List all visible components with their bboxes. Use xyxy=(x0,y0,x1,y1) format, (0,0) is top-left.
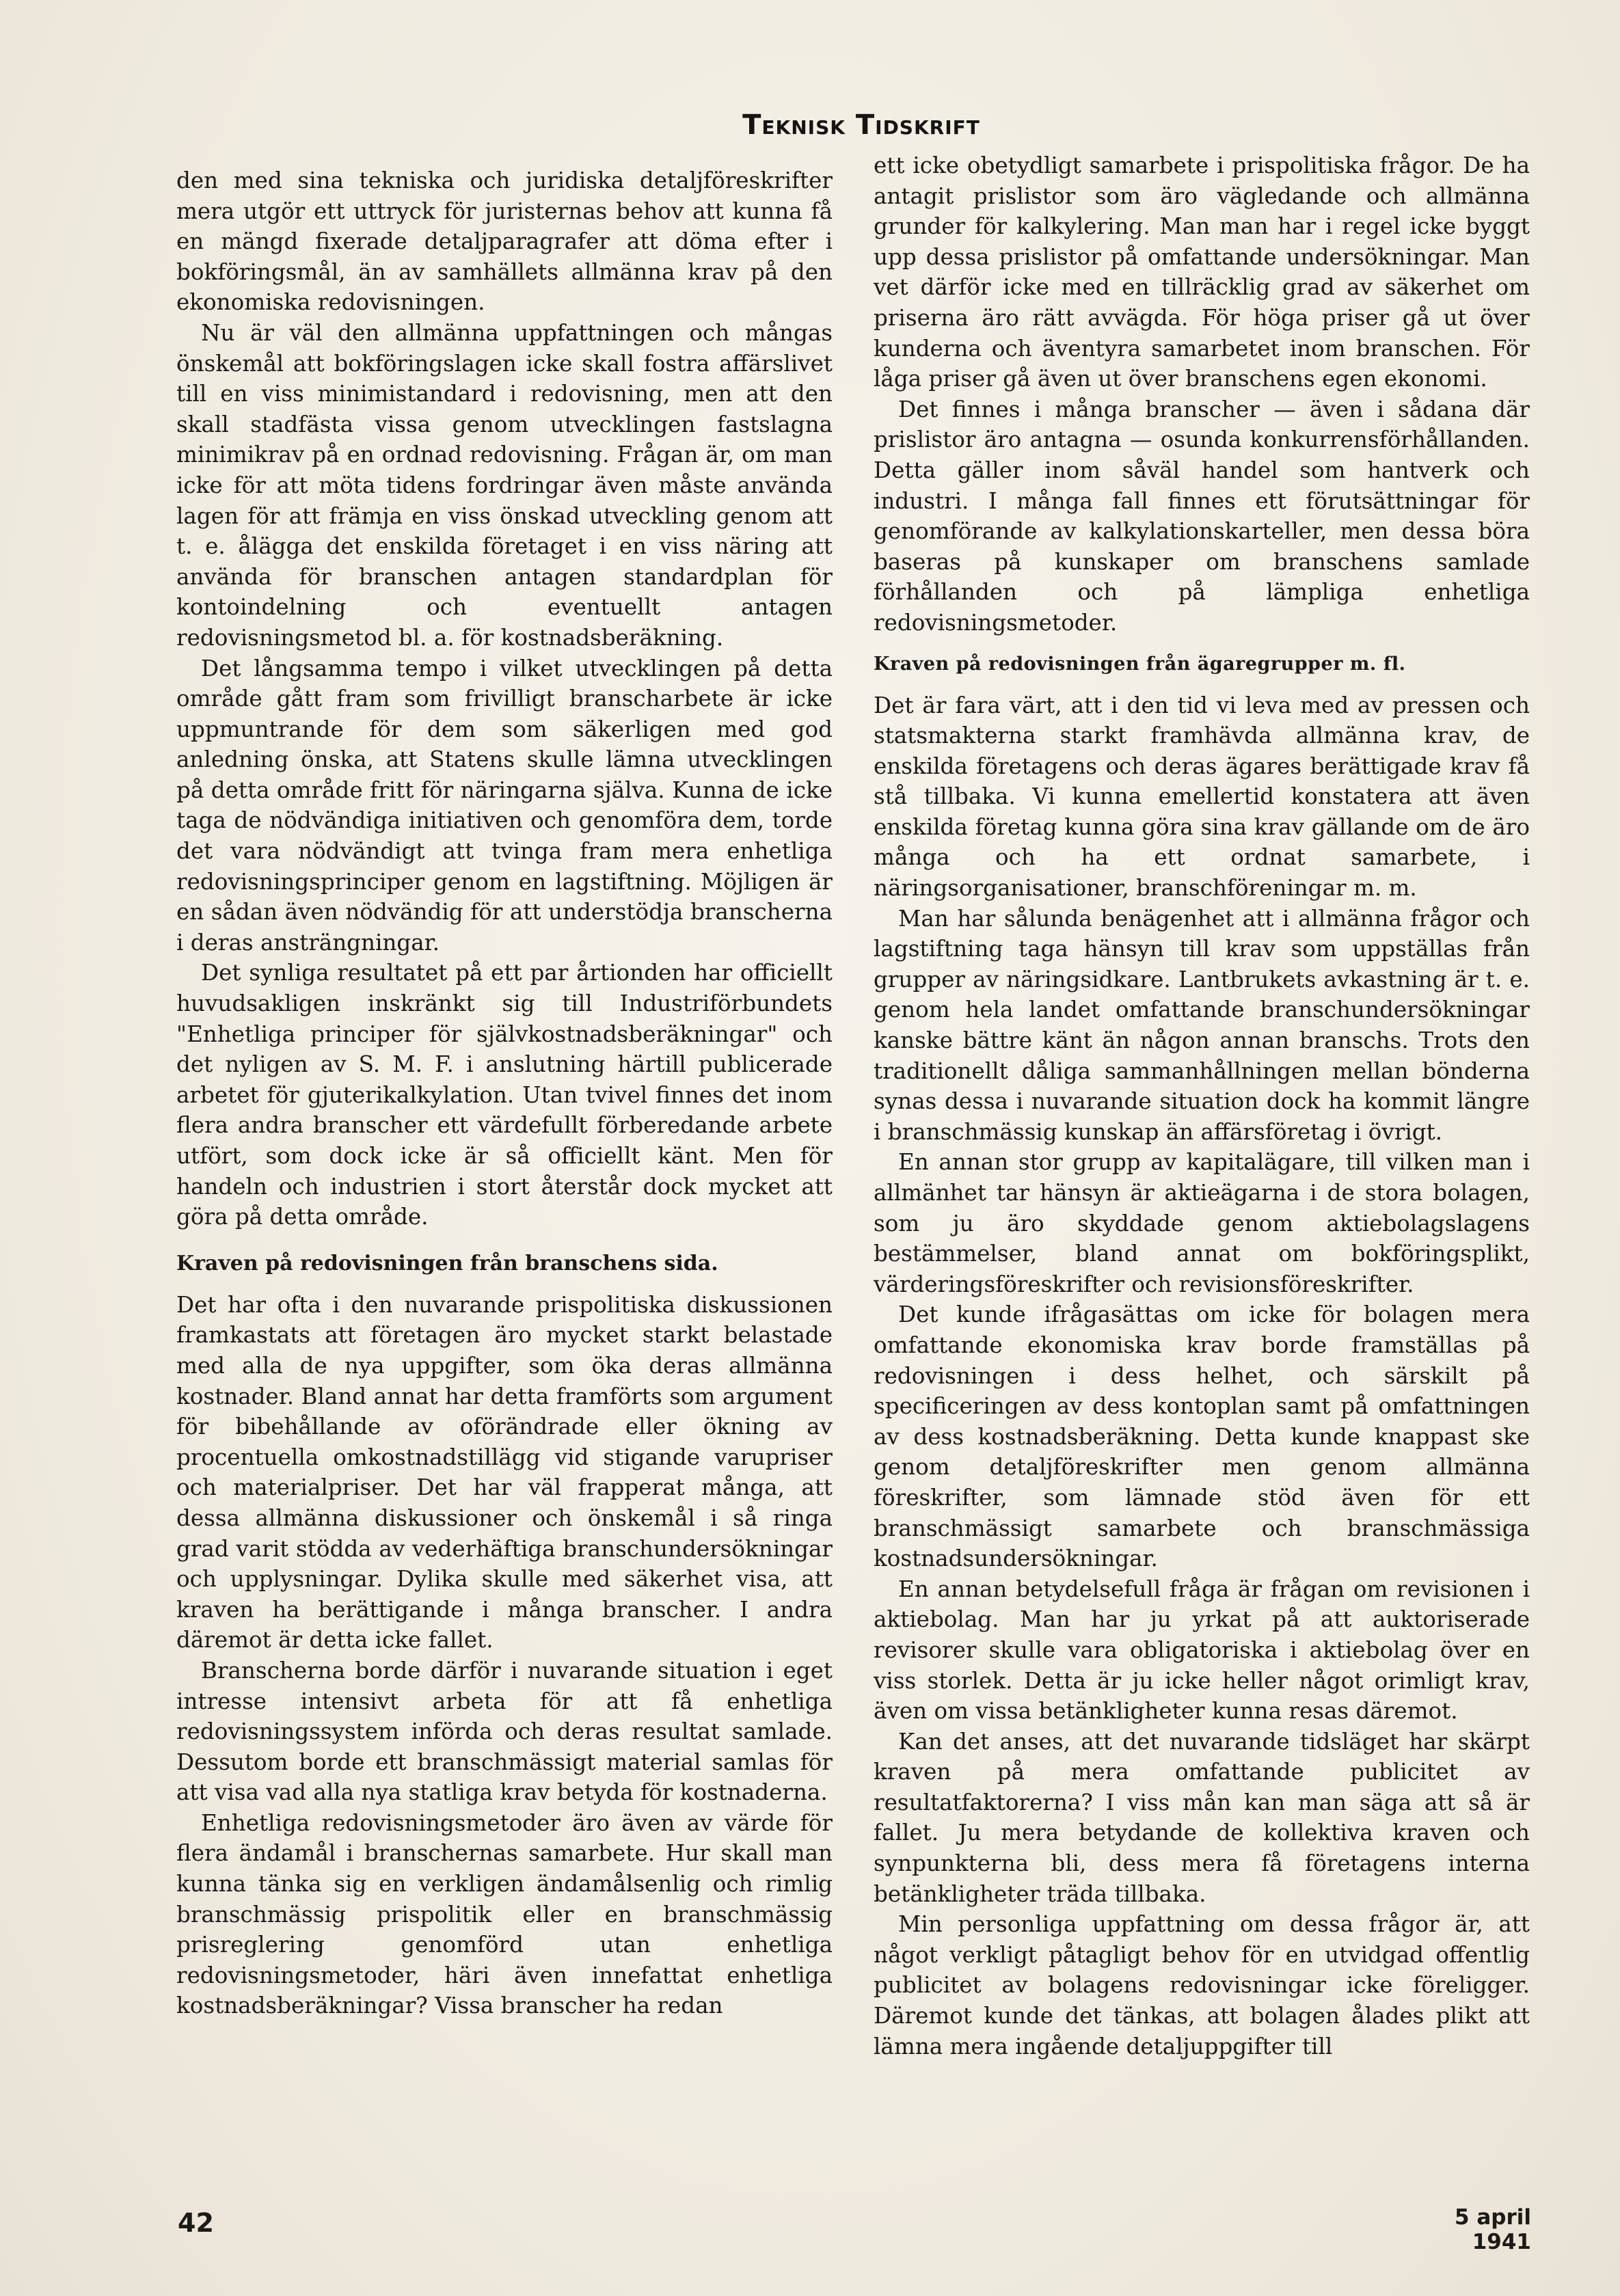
journal-masthead: Teknisk Tidskrift xyxy=(742,109,980,141)
issue-date: 5 april 1941 xyxy=(1454,2205,1531,2254)
paragraph: Min personliga uppfattning om dessa frågor är, att något verkligt påtagligt behov för en utvidgad offentlig publicitet av bolagens redovisningar icke föreligger. Däremot kunde det tänkas, att bolagen ålades plikt att lämna mera ingående detaljuppgifter till xyxy=(874,1911,1530,2059)
left-column xyxy=(176,165,833,2021)
section-heading: Kraven på redovisningen från ägaregrupper m. fl. xyxy=(874,653,1406,675)
paragraph: Det synliga resultatet på ett par årtionden har officiellt huvudsakligen inskränkt sig till Industriförbundets "Enhetliga principer för självkostnadsberäkningar" och det nyligen av S. M. F. i anslutning härtill publicerade arbetet för gjuterikalkylation. Utan tvivel finnes det inom flera andra branscher ett värdefullt förberedande arbete utfört, som dock icke är så officiellt känt. Men för handeln och industrien i stort återstår dock mycket att göra på detta område. xyxy=(176,960,833,1230)
paragraph: Det kunde ifrågasättas om icke för bolagen mera omfattande ekonomiska krav borde framställas på redovisningen i dess helhet, och särskilt på specificeringen av dess kontoplan samt på omfattningen av dess kostnadsberäkning. Detta kunde knappast ske genom detaljföreskrifter men genom allmänna föreskrifter, som lämnade stöd även för ett branschmässigt samarbete och branschmässiga kostnadsundersökningar. xyxy=(874,1301,1530,1572)
paragraph: Enhetliga redovisningsmetoder äro även av värde för flera ändamål i branschernas samarbete. Hur skall man kunna tänka sig en verkligen ändamålsenlig och rimlig branschmässig prispolitik eller en branschmässig prisreglering genomförd utan enhetliga redovisningsmetoder, häri även innefattat enhetliga kostnadsberäkningar? Vissa branscher ha redan xyxy=(176,1809,833,2019)
paragraph: Det har ofta i den nuvarande prispolitiska diskussionen framkastats att företagen äro mycket starkt belastade med alla de nya uppgifter, som öka deras allmänna kostnader. Bland annat har detta framförts som argument för bibehållande av oförändrade eller ökning av procentuella omkostnadstillägg vid stigande varupriser och materialpriser. Det har väl frapperat många, att dessa allmänna diskussioner och önskemål i så ringa grad varit stödda av vederhäftiga branschundersökningar och upplysningar. Dylika skulle med säkerhet visa, att kraven ha berättigande i många branscher. I andra däremot är detta icke fallet. xyxy=(176,1291,833,1653)
section-heading: Kraven på redovisningen från branschens sida. xyxy=(176,1251,718,1275)
paragraph: Det långsamma tempo i vilket utvecklingen på detta område gått fram som frivilligt branscharbete är icke uppmuntrande för dem som säkerligen med god anledning önska, att Statens skulle lämna utvecklingen på detta område fritt för näringarna själva. Kunna de icke taga de nödvändiga initiativen och genomföra dem, torde det vara nödvändigt att tvinga fram mera enhetliga redovisningsprinciper genom en lagstiftning. Möjligen är en sådan även nödvändig för att understödja branscherna i deras ansträngningar. xyxy=(176,655,833,956)
paragraph: Branscherna borde därför i nuvarande situation i eget intresse intensivt arbeta för att få enhetliga redovisningssystem införda och deras resultat samlade. Dessutom borde ett branschmässigt material samlas för att visa vad alla nya statliga krav betyda för kostnaderna. xyxy=(176,1657,833,1806)
paragraph: Det är fara värt, att i den tid vi leva med av pressen och statsmakterna starkt framhävda allmänna krav, de enskilda företagens och deras ägares berättigade krav få stå tillbaka. Vi kunna emellertid konstatera att även enskilda företag kunna göra sina krav gällande om de äro många och ha ett ordnat samarbete, i näringsorganisationer, branschföreningar m. m. xyxy=(874,692,1530,902)
paragraph: Man har sålunda benägenhet att i allmänna frågor och lagstiftning taga hänsyn till krav som uppställas från grupper av näringsidkare. Lantbrukets avkastning är t. e. genom hela landet omfattande branschundersökningar kanske bättre känt än någon annan branschs. Trots den traditionellt dåliga sammanhållningen mellan bönderna synas dessa i nuvarande situation dock ha kommit längre i branschmässig kunskap än affärsföretag i övrigt. xyxy=(874,905,1530,1145)
page-number: 42 xyxy=(178,2208,214,2238)
paragraph: ett icke obetydligt samarbete i prispolitiska frågor. De ha antagit prislistor som äro vägledande och allmänna grunder för kalkylering. Man man har i regel icke byggt upp dessa prislistor på omfattande undersökningar. Man vet därför icke med en tillräcklig grad av säkerhet om priserna äro rätt avvägda. För höga priser gå ut över kunderna och äventyra samarbetet inom branschen. För låga priser gå även ut över branschens egen ekonomi. xyxy=(874,152,1530,392)
right-column xyxy=(874,150,1530,2062)
paragraph: En annan stor grupp av kapitalägare, till vilken man i allmänhet tar hänsyn är aktieägarna i de stora bolagen, som ju äro skyddade genom aktiebolagslagens bestämmelser, bland annat om bokföringsplikt, värderingsföreskrifter och revisionsföreskrifter. xyxy=(874,1149,1530,1297)
paragraph: den med sina tekniska och juridiska detaljföreskrifter mera utgör ett uttryck för juristernas behov att kunna få en mängd fixerade detaljparagrafer att döma efter i bokföringsmål, än av samhällets allmänna krav på den ekonomiska redovisningen. xyxy=(176,167,833,316)
paragraph: Nu är väl den allmänna uppfattningen och mångas önskemål att bokföringslagen icke skall fostra affärslivet till en viss minimistandard i redovisning, men att den skall stadfästa vissa genom utvecklingen fastslagna minimikrav på en ordnad redovisning. Frågan är, om man icke för att möta tidens fordringar även måste använda lagen för att främja en viss önskad utveckling genom att t. e. ålägga det enskilda företaget i en viss näring att använda för branschen antagen standardplan för kontoindelning och eventuellt antagen redovisningsmetod bl. a. för kostnadsberäkning. xyxy=(176,319,833,651)
paragraph: En annan betydelsefull fråga är frågan om revisionen i aktiebolag. Man har ju yrkat på att auktoriserade revisorer skulle vara obligatoriska i aktiebolag över en viss storlek. Detta är ju icke heller något orimligt krav, även om vissa betänkligheter kunna resas däremot. xyxy=(874,1576,1530,1725)
paragraph: Det finnes i många branscher — även i sådana där prislistor äro antagna — osunda konkurrensförhållanden. Detta gäller inom såväl handel som hantverk och industri. I många fall finnes ett förutsättningar för genomförande av kalkylationskarteller, men dessa böra baseras på kunskaper om branschens samlade förhållanden och på lämpliga enhetliga redovisningsmetoder. xyxy=(874,396,1530,636)
paragraph: Kan det anses, att det nuvarande tidsläget har skärpt kraven på mera omfattande publicitet av resultatfaktorerna? I viss mån kan man säga att så är fallet. Ju mera betydande de kollektiva kraven och synpunkterna bli, dess mera få företagens interna betänkligheter träda tillbaka. xyxy=(874,1728,1530,1907)
